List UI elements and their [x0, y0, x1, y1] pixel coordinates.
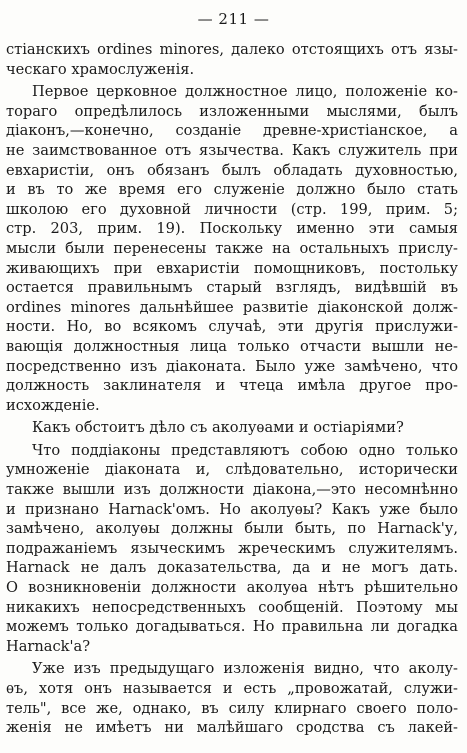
text-line: ности. Но, во всякомъ случаѣ, эти другія прислужи-	[6, 318, 458, 336]
text-line: посредственно изъ діаконата. Было уже замѣчено, что	[6, 357, 458, 375]
text-line: діаконъ,—конечно, созданіе древне-христіанское, а	[6, 122, 458, 140]
text-line: Harnack не далъ доказательства, да и не могъ дать.	[6, 559, 458, 577]
text-line: подражаніемъ языческимъ жреческимъ служителямъ.	[6, 539, 458, 557]
text-line: также вышли изъ должности діакона,—это несомнѣнно	[6, 481, 458, 499]
text-line: тель", все же, однако, въ силу клирнаго своего поло-	[6, 699, 458, 717]
text-line: замѣчено, аколуѳы должны были быть, по Harnack'у,	[6, 520, 458, 538]
text-line: должность заклинателя и чтеца имѣла другое про-	[6, 377, 458, 395]
text-line: Harnack'a?	[6, 637, 91, 655]
text-line: Уже изъ предыдущаго изложенія видно, что аколу-	[32, 660, 458, 678]
text-line: О возникновеніи должности аколуѳа нѣтъ рѣшительно	[6, 579, 458, 597]
text-line: стіанскихъ ordines minores, далеко отстоящихъ отъ язы-	[6, 41, 458, 58]
text-line: и въ то же время его служеніе должно было стать	[6, 181, 458, 199]
text-line: ческаго храмослуженія.	[6, 60, 195, 78]
text-line: никакихъ непосредственныхъ сообщеній. Поэтому мы	[6, 598, 458, 616]
text-line: мысли были перенесены также на остальныхъ прислу-	[6, 239, 458, 257]
text-line: ordines minores дальнѣйшее развитіе діаконской долж-	[6, 298, 458, 316]
text-line: и признано Harnack'омъ. Но аколуѳы? Какъ уже было	[6, 500, 458, 518]
text-line: не заимствованное отъ язычества. Какъ служитель при	[6, 141, 458, 159]
text-line: тораго опредѣлилось изложенными мыслями, былъ	[6, 102, 458, 120]
text-line: вающія должностныя лица только отчасти вышли не-	[6, 337, 458, 355]
body-text	[6, 40, 458, 738]
text-line: женія не имѣетъ ни малѣйшаго сродства съ лакей-	[6, 719, 458, 737]
text-line: ѳъ, хотя онъ называется и есть „провожатай, служи-	[6, 680, 458, 697]
text-line: Что поддіаконы представляютъ собою одно только	[32, 441, 458, 459]
text-line: можемъ только догадываться. Но правильна ли догадка	[6, 618, 458, 636]
text-line: стр. 203, прим. 19). Поскольку именно эти самыя	[6, 220, 458, 238]
text-line: исхожденіе.	[6, 396, 100, 414]
text-line: остается правильнымъ старый взглядъ, видѣвшій въ	[6, 279, 458, 297]
text-line: школою его духовной личности (стр. 199, прим. 5;	[6, 200, 458, 218]
text-line: Первое церковное должностное лицо, положеніе ко-	[32, 83, 458, 101]
text-line: умноженіе діаконата и, слѣдовательно, исторически	[6, 461, 458, 479]
text-line: евхаристіи, онъ обязанъ былъ обладать духовностью,	[6, 161, 458, 179]
page-number: — 211 —	[197, 10, 270, 28]
text-line: Какъ обстоитъ дѣло съ аколуѳами и остіаріями?	[32, 419, 404, 437]
text-line: живающихъ при евхаристіи помощниковъ, постольку	[6, 259, 458, 277]
